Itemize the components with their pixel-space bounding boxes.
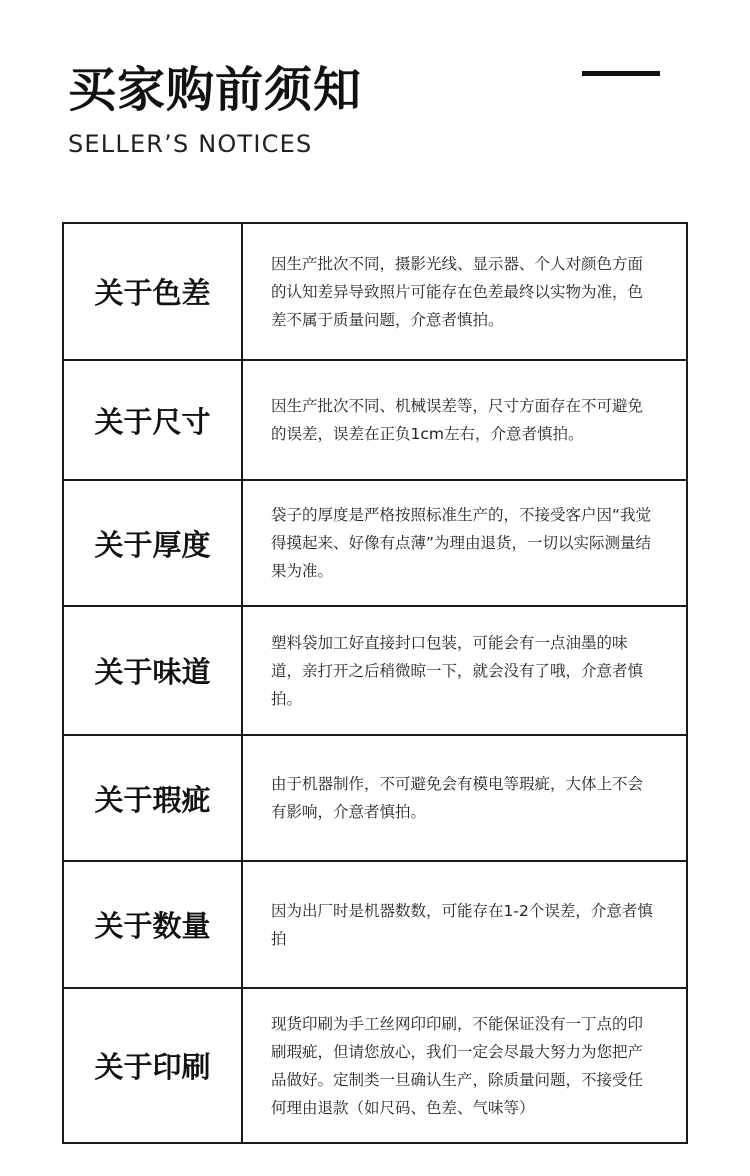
notice-row-printing (63, 988, 687, 1143)
notice-text: 因生产批次不同，摄影光线、显示器、个人对颜色方面的认知差异导致照片可能存在色差最终以实物为准，色差不属于质量问题，介意者慎拍。 (242, 223, 687, 360)
notice-text: 塑料袋加工好直接封口包装，可能会有一点油墨的味道，亲打开之后稍微晾一下，就会没有了哦，介意者慎拍。 (242, 606, 687, 735)
notice-label: 关于味道 (63, 606, 242, 735)
notice-row-color-difference (63, 223, 687, 360)
notice-label: 关于尺寸 (63, 360, 242, 480)
page-title: 买家购前须知 (68, 62, 363, 118)
notice-row-quantity (63, 861, 687, 988)
notice-row-smell (63, 606, 687, 735)
notice-row-size (63, 360, 687, 480)
notice-label: 关于瑕疵 (63, 735, 242, 861)
page-subtitle: SELLER’S NOTICES (68, 130, 313, 158)
notice-row-thickness (63, 480, 687, 606)
notice-text: 现货印刷为手工丝网印印刷，不能保证没有一丁点的印刷瑕疵，但请您放心，我们一定会尽最大努力为您把产品做好。定制类一旦确认生产，除质量问题，不接受任何理由退款（如尺码、色差、气味等） (242, 988, 687, 1143)
notice-text: 由于机器制作，不可避免会有模电等瑕疵，大体上不会有影响，介意者慎拍。 (242, 735, 687, 861)
notice-row-defects (63, 735, 687, 861)
notice-label: 关于印刷 (63, 988, 242, 1143)
notice-text: 因生产批次不同、机械误差等，尺寸方面存在不可避免的误差，误差在正负1cm左右，介意者慎拍。 (242, 360, 687, 480)
notices-table (62, 222, 688, 1144)
decorative-line (582, 71, 660, 76)
notice-label: 关于数量 (63, 861, 242, 988)
notice-text: 袋子的厚度是严格按照标准生产的，不接受客户因“我觉得摸起来、好像有点薄”为理由退货，一切以实际测量结果为准。 (242, 480, 687, 606)
notice-text: 因为出厂时是机器数数，可能存在1-2个误差，介意者慎拍 (242, 861, 687, 988)
notice-label: 关于厚度 (63, 480, 242, 606)
notice-label: 关于色差 (63, 223, 242, 360)
